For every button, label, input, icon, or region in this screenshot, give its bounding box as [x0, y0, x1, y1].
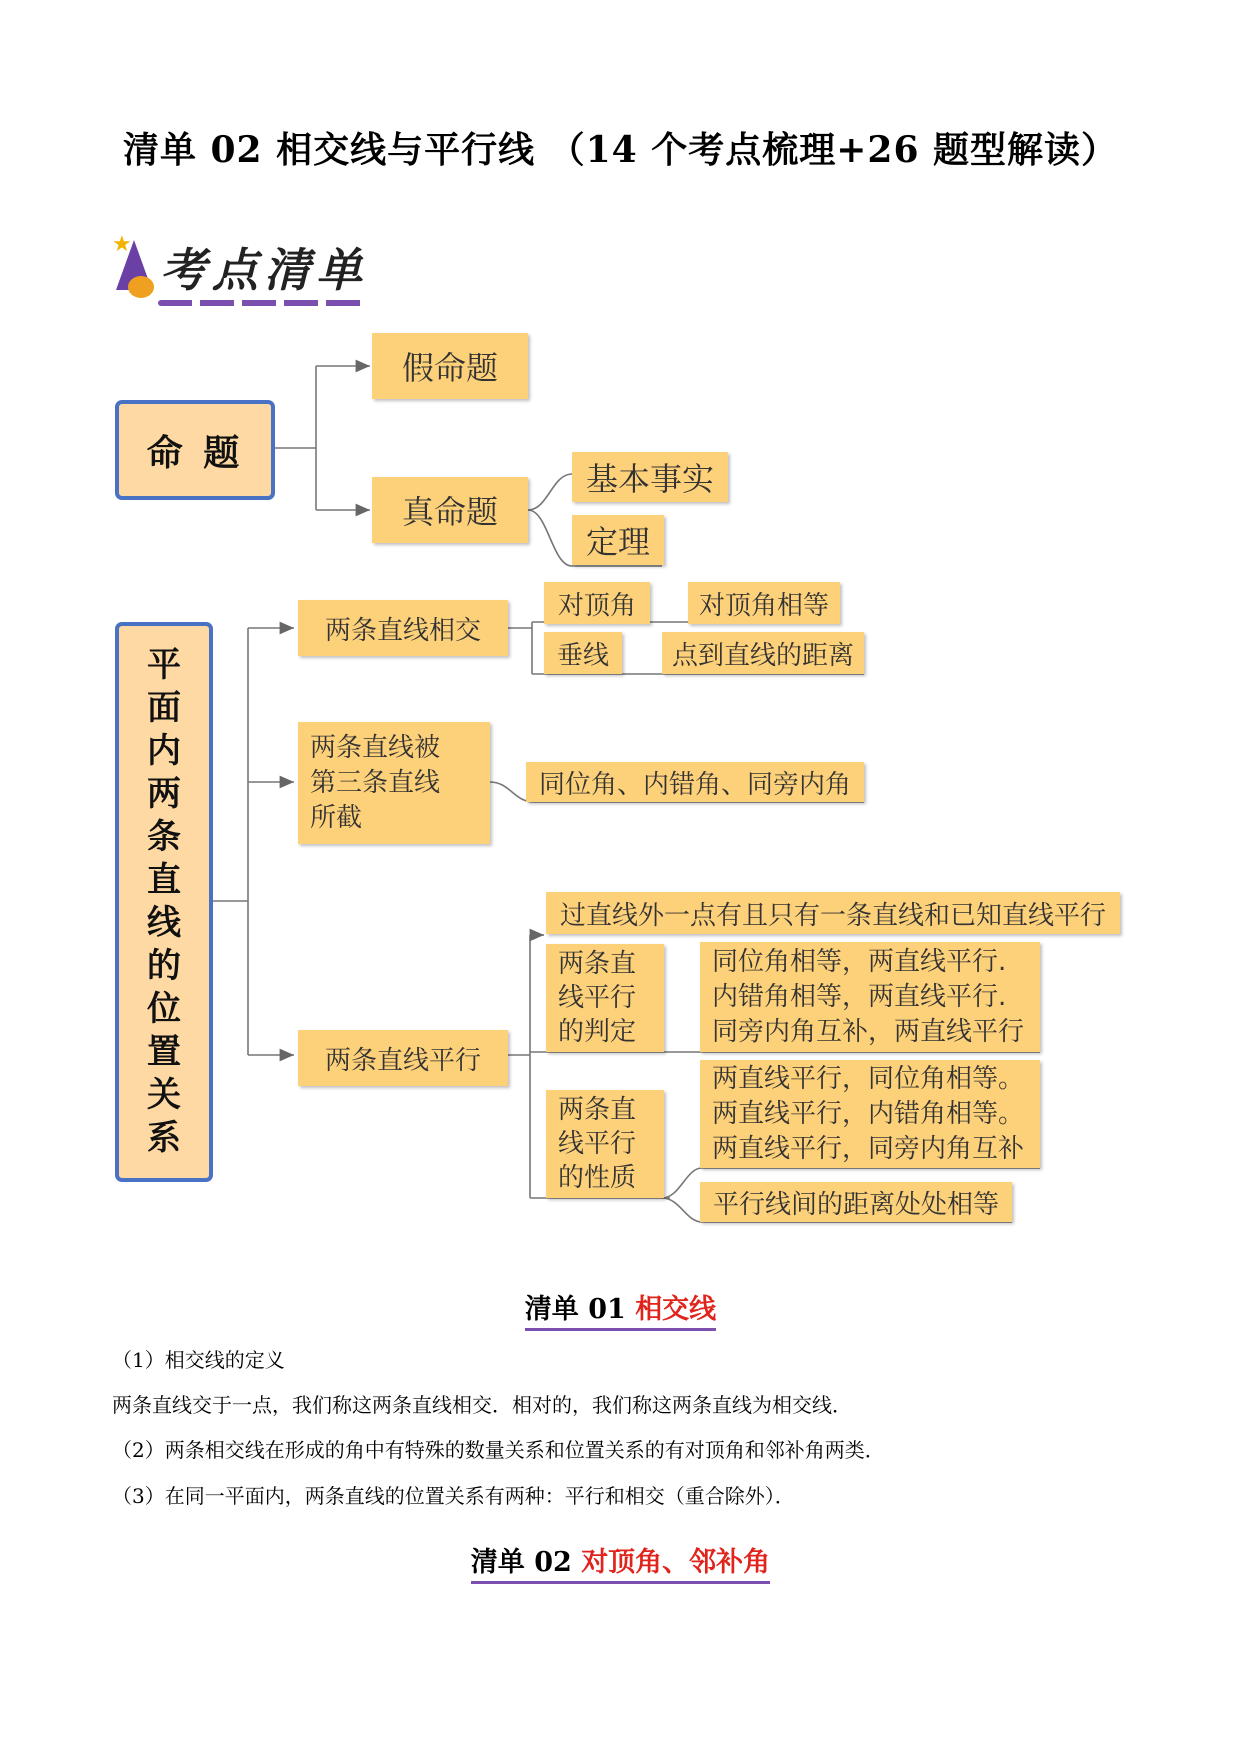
- property-rule-line-3: 两直线平行，同旁内角互补: [712, 1133, 1025, 1164]
- parallel-property-node: [546, 1090, 664, 1198]
- judgement-line-1: 两条直: [558, 949, 637, 979]
- basic-fact-node: 基本事实: [572, 452, 728, 502]
- property-line-1: 两条直: [558, 1095, 637, 1125]
- section-2-number: 02: [534, 1547, 572, 1578]
- intersect-node: 两条直线相交: [298, 600, 508, 656]
- property-line-3: 的性质: [558, 1163, 637, 1193]
- badge-label: 考点清单: [160, 243, 368, 297]
- document-title: 清单 02 相交线与平行线 （14 个考点梳理+26 题型解读）: [122, 129, 1119, 171]
- theorem-node: 定理: [572, 515, 664, 565]
- position-root-char-line-8: 的: [147, 946, 181, 986]
- judgement-rule-line-3: 同旁内角互补，两直线平行: [712, 1016, 1025, 1047]
- perpendicular-node: 垂线: [544, 632, 622, 674]
- position-root-char-line-1: 平: [147, 645, 181, 685]
- position-relation-root: [115, 622, 213, 1182]
- paragraph-3: （2）两条相交线在形成的角中有特殊的数量关系和位置关系的有对顶角和邻补角两类．: [112, 1438, 885, 1462]
- point-line-distance-node: 点到直线的距离: [662, 632, 864, 674]
- section-1-name: 相交线: [635, 1294, 717, 1325]
- position-root-char-line-12: 系: [147, 1118, 181, 1158]
- transversal-line-3: 所截: [310, 802, 363, 833]
- position-root-char-line-6: 直: [147, 860, 181, 900]
- parallel-distance-node: 平行线间的距离处处相等: [700, 1182, 1012, 1222]
- judgement-rule-line-2: 内错角相等，两直线平行.: [712, 981, 1007, 1012]
- transversal-line-2: 第三条直线: [310, 767, 441, 798]
- position-root-char-line-4: 两: [147, 774, 181, 814]
- parallel-axiom-node: 过直线外一点有且只有一条直线和已知直线平行: [546, 892, 1120, 934]
- judgement-line-2: 线平行: [558, 983, 637, 1013]
- false-proposition-node: 假命题: [372, 333, 528, 399]
- paragraph-2: 两条直线交于一点，我们称这两条直线相交．相对的，我们称这两条直线为相交线．: [112, 1393, 852, 1417]
- position-root-char-line-9: 位: [147, 989, 181, 1029]
- section-1-prefix: 清单: [524, 1294, 579, 1325]
- position-root-char-line-10: 置: [147, 1032, 181, 1072]
- transversal-node: [298, 722, 490, 844]
- position-root-char-line-7: 线: [147, 903, 181, 943]
- position-root-char-line-3: 内: [147, 731, 181, 771]
- parallel-node: 两条直线平行: [298, 1030, 508, 1086]
- property-rule-line-1: 两直线平行，同位角相等。: [712, 1063, 1025, 1094]
- section-2-heading: [0, 1540, 1241, 1584]
- parallel-judgement-rules-node: [700, 942, 1040, 1052]
- transversal-line-1: 两条直线被: [310, 732, 441, 763]
- property-line-2: 线平行: [558, 1129, 637, 1159]
- parallel-judgement-node: [546, 944, 664, 1052]
- section-1-number: 01: [588, 1294, 626, 1325]
- section-2-name: 对顶角、邻补角: [581, 1547, 771, 1578]
- star-icon: ★: [112, 232, 132, 257]
- proposition-root: 命 题: [115, 400, 275, 500]
- section-2-prefix: 清单: [470, 1547, 525, 1578]
- parallel-property-rules-node: [700, 1060, 1040, 1168]
- position-root-char-line-5: 条: [147, 817, 181, 857]
- vertical-angle-equal-node: 对顶角相等: [688, 582, 840, 624]
- true-proposition-node: 真命题: [372, 477, 528, 543]
- judgement-line-3: 的判定: [558, 1017, 637, 1047]
- position-root-char-line-2: 面: [147, 688, 181, 728]
- angle-types-node: 同位角、内错角、同旁内角: [526, 762, 864, 802]
- vertical-angle-node: 对顶角: [544, 582, 650, 624]
- property-rule-line-2: 两直线平行，内错角相等。: [712, 1098, 1025, 1129]
- paragraph-1: （1）相交线的定义: [112, 1348, 285, 1372]
- paragraph-4: （3）在同一平面内，两条直线的位置关系有两种：平行和相交（重合除外）．: [112, 1484, 795, 1508]
- section-1-heading: [0, 1287, 1241, 1331]
- position-root-char-line-11: 关: [147, 1075, 181, 1115]
- judgement-rule-line-1: 同位角相等，两直线平行.: [712, 946, 1007, 977]
